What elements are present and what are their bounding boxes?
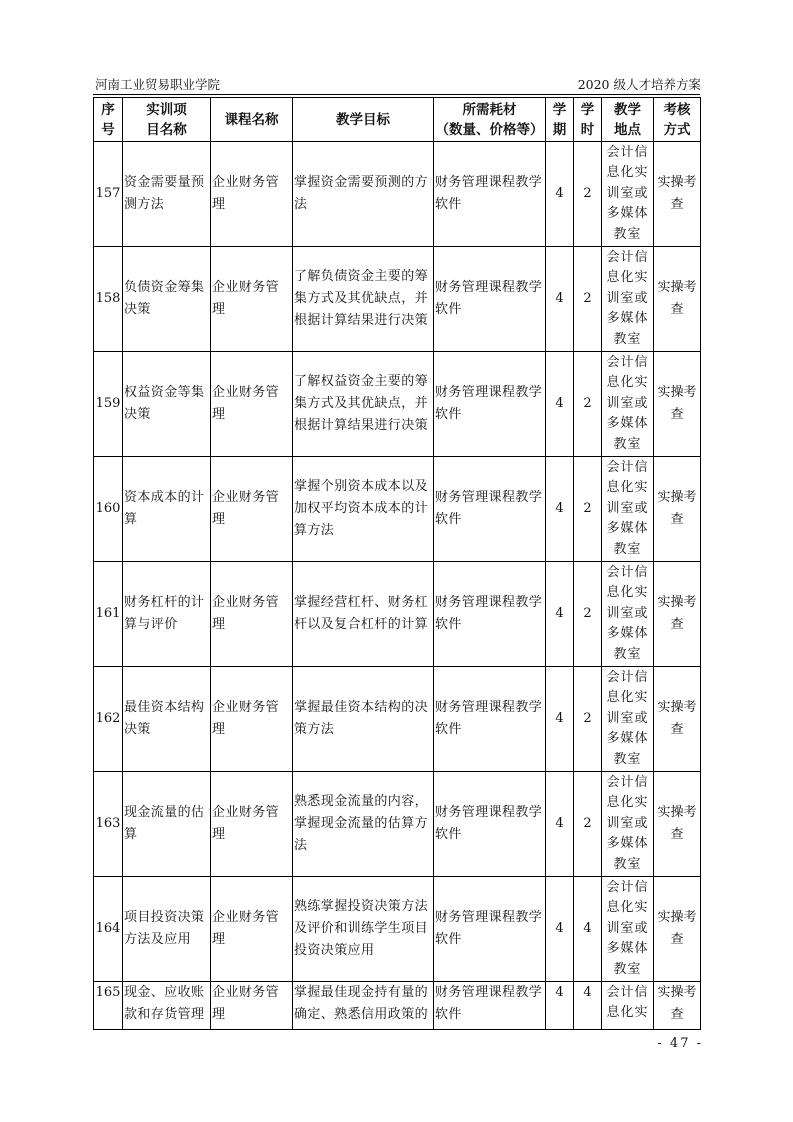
header-plan: 2020 级人才培养方案 bbox=[577, 77, 701, 92]
training-table bbox=[93, 97, 701, 1030]
table-row bbox=[94, 562, 701, 667]
row-course: 企业财务管理 bbox=[211, 247, 293, 352]
row-term: 4 bbox=[546, 247, 574, 352]
row-term: 4 bbox=[546, 982, 574, 1030]
row-place: 会计信息化实训室或多媒体教室 bbox=[602, 457, 654, 562]
col-header-assess: 考核 方式 bbox=[654, 98, 701, 142]
row-no: 161 bbox=[94, 562, 123, 667]
row-material: 财务管理课程教学软件 bbox=[434, 562, 546, 667]
row-goal: 掌握经营杠杆、财务杠杆以及复合杠杆的计算 bbox=[293, 562, 434, 667]
row-place: 会计信息化实训室或多媒体教室 bbox=[602, 247, 654, 352]
row-place: 会计信息化实训室或多媒体教室 bbox=[602, 562, 654, 667]
row-place: 会计信息化实训室或多媒体教室 bbox=[602, 667, 654, 772]
row-term: 4 bbox=[546, 772, 574, 877]
row-goal: 了解权益资金主要的筹集方式及其优缺点，并根据计算结果进行决策 bbox=[293, 352, 434, 457]
row-course: 企业财务管理 bbox=[211, 982, 293, 1030]
row-place: 会计信息化实 bbox=[602, 982, 654, 1030]
row-project-name: 项目投资决策方法及应用 bbox=[123, 877, 211, 982]
row-place: 会计信息化实训室或多媒体教室 bbox=[602, 772, 654, 877]
header-school: 河南工业贸易职业学院 bbox=[95, 77, 221, 92]
table-row bbox=[94, 667, 701, 772]
row-goal: 掌握个别资本成本以及加权平均资本成本的计算方法 bbox=[293, 457, 434, 562]
row-hours: 2 bbox=[574, 247, 602, 352]
row-course: 企业财务管理 bbox=[211, 352, 293, 457]
header-rule bbox=[93, 94, 700, 95]
row-hours: 2 bbox=[574, 352, 602, 457]
row-term: 4 bbox=[546, 667, 574, 772]
row-hours: 2 bbox=[574, 457, 602, 562]
row-term: 4 bbox=[546, 142, 574, 247]
row-project-name: 权益资金等集决策 bbox=[123, 352, 211, 457]
row-term: 4 bbox=[546, 562, 574, 667]
row-material: 财务管理课程教学软件 bbox=[434, 247, 546, 352]
row-hours: 4 bbox=[574, 982, 602, 1030]
row-material: 财务管理课程教学软件 bbox=[434, 877, 546, 982]
row-project-name: 资金需要量预测方法 bbox=[123, 142, 211, 247]
table-row bbox=[94, 982, 701, 1030]
row-project-name: 最佳资本结构决策 bbox=[123, 667, 211, 772]
row-material: 财务管理课程教学软件 bbox=[434, 352, 546, 457]
col-header-no: 序 号 bbox=[94, 98, 123, 142]
row-course: 企业财务管理 bbox=[211, 667, 293, 772]
row-material: 财务管理课程教学软件 bbox=[434, 772, 546, 877]
row-no: 164 bbox=[94, 877, 123, 982]
table-row bbox=[94, 457, 701, 562]
table-row bbox=[94, 772, 701, 877]
row-hours: 2 bbox=[574, 562, 602, 667]
row-material: 财务管理课程教学软件 bbox=[434, 982, 546, 1030]
row-course: 企业财务管理 bbox=[211, 877, 293, 982]
row-no: 158 bbox=[94, 247, 123, 352]
row-term: 4 bbox=[546, 877, 574, 982]
col-header-course: 课程名称 bbox=[211, 98, 293, 142]
col-header-term: 学 期 bbox=[546, 98, 574, 142]
row-place: 会计信息化实训室或多媒体教室 bbox=[602, 142, 654, 247]
row-assess: 实操考查 bbox=[654, 562, 701, 667]
table-header-row bbox=[94, 98, 701, 142]
row-project-name: 现金、应收账款和存货管理 bbox=[123, 982, 211, 1030]
row-place: 会计信息化实训室或多媒体教室 bbox=[602, 877, 654, 982]
row-material: 财务管理课程教学软件 bbox=[434, 142, 546, 247]
row-goal: 了解负债资金主要的筹集方式及其优缺点，并根据计算结果进行决策 bbox=[293, 247, 434, 352]
row-assess: 实操考查 bbox=[654, 352, 701, 457]
row-term: 4 bbox=[546, 352, 574, 457]
col-header-place: 教学 地点 bbox=[602, 98, 654, 142]
row-course: 企业财务管理 bbox=[211, 562, 293, 667]
row-no: 159 bbox=[94, 352, 123, 457]
row-hours: 2 bbox=[574, 142, 602, 247]
row-goal: 掌握最佳现金持有量的确定、熟悉信用政策的 bbox=[293, 982, 434, 1030]
col-header-hours: 学 时 bbox=[574, 98, 602, 142]
col-header-goal: 教学目标 bbox=[293, 98, 434, 142]
row-hours: 4 bbox=[574, 877, 602, 982]
row-no: 163 bbox=[94, 772, 123, 877]
row-goal: 掌握资金需要预测的方法 bbox=[293, 142, 434, 247]
row-assess: 实操考查 bbox=[654, 247, 701, 352]
row-course: 企业财务管理 bbox=[211, 142, 293, 247]
row-assess: 实操考查 bbox=[654, 457, 701, 562]
col-header-project: 实训项 目名称 bbox=[123, 98, 211, 142]
row-assess: 实操考查 bbox=[654, 982, 701, 1030]
row-no: 160 bbox=[94, 457, 123, 562]
row-place: 会计信息化实训室或多媒体教室 bbox=[602, 352, 654, 457]
row-material: 财务管理课程教学软件 bbox=[434, 457, 546, 562]
row-goal: 掌握最佳资本结构的决策方法 bbox=[293, 667, 434, 772]
row-assess: 实操考查 bbox=[654, 667, 701, 772]
row-hours: 2 bbox=[574, 772, 602, 877]
row-hours: 2 bbox=[574, 667, 602, 772]
table-row bbox=[94, 142, 701, 247]
row-project-name: 现金流量的估算 bbox=[123, 772, 211, 877]
row-no: 157 bbox=[94, 142, 123, 247]
row-course: 企业财务管理 bbox=[211, 457, 293, 562]
row-goal: 熟悉现金流量的内容，掌握现金流量的估算方法 bbox=[293, 772, 434, 877]
row-material: 财务管理课程教学软件 bbox=[434, 667, 546, 772]
row-term: 4 bbox=[546, 457, 574, 562]
row-no: 165 bbox=[94, 982, 123, 1030]
row-no: 162 bbox=[94, 667, 123, 772]
col-header-material: 所需耗材 （数量、价格等） bbox=[434, 98, 546, 142]
row-goal: 熟练掌握投资决策方法及评价和训练学生项目投资决策应用 bbox=[293, 877, 434, 982]
row-project-name: 资本成本的计算 bbox=[123, 457, 211, 562]
table-row bbox=[94, 877, 701, 982]
row-assess: 实操考查 bbox=[654, 877, 701, 982]
row-assess: 实操考查 bbox=[654, 142, 701, 247]
table-row bbox=[94, 247, 701, 352]
row-project-name: 负债资金筹集决策 bbox=[123, 247, 211, 352]
row-assess: 实操考查 bbox=[654, 772, 701, 877]
page-number: - 47 - bbox=[657, 1036, 703, 1051]
table-row bbox=[94, 352, 701, 457]
row-course: 企业财务管理 bbox=[211, 772, 293, 877]
row-project-name: 财务杠杆的计算与评价 bbox=[123, 562, 211, 667]
